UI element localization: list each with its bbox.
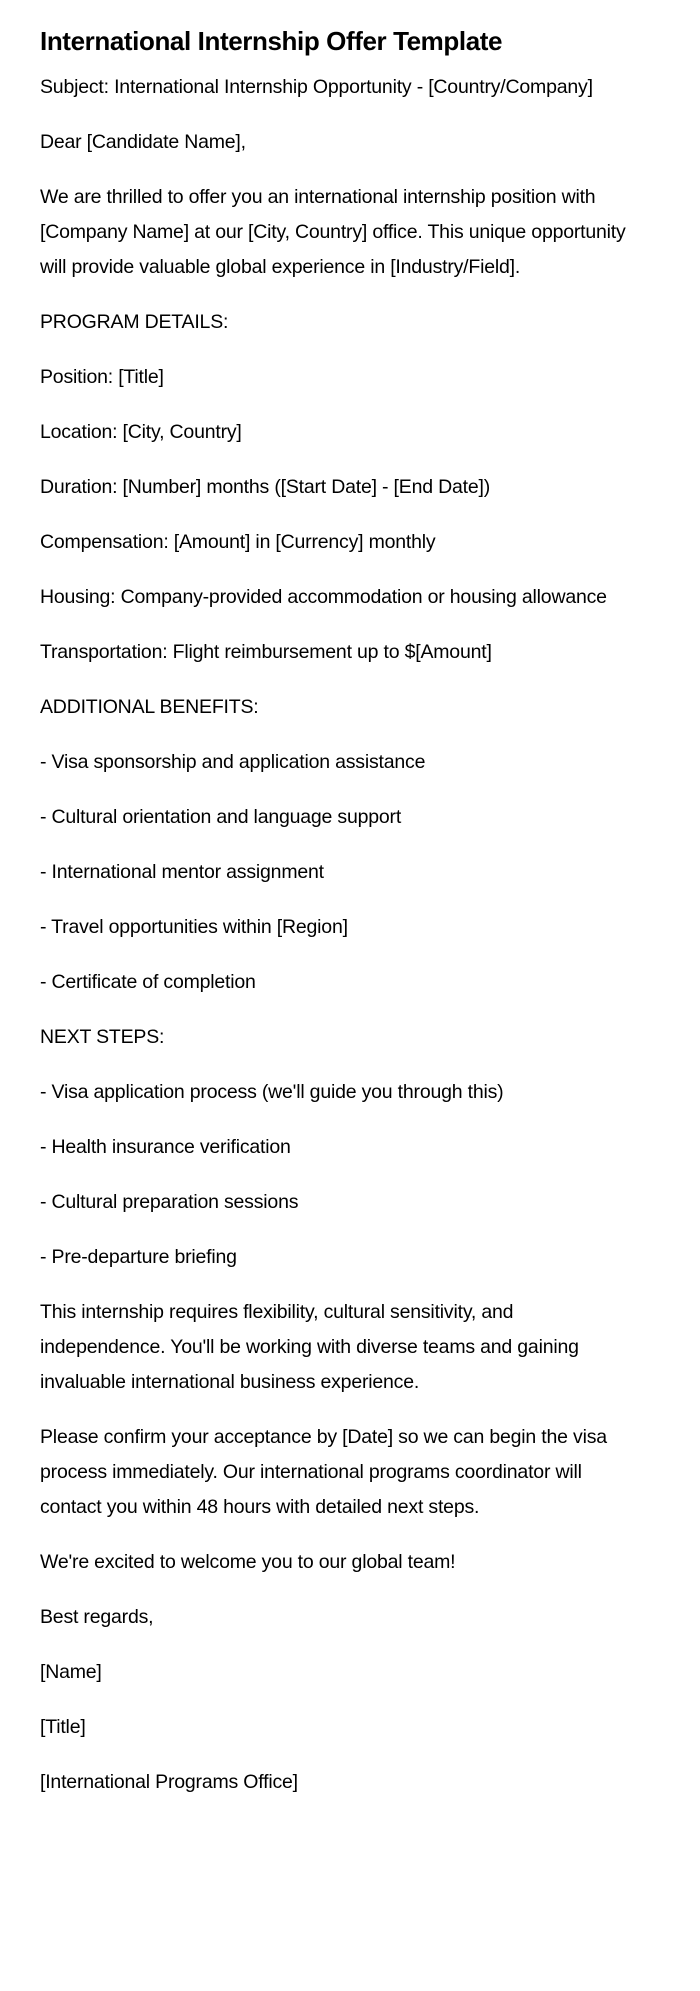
closing: Best regards, xyxy=(40,1606,154,1628)
signature-name: [Name] xyxy=(40,1661,102,1683)
detail-duration: Duration: [Number] months ([Start Date] - [End Date]) xyxy=(40,476,490,498)
benefit-item: - International mentor assignment xyxy=(40,861,324,883)
detail-position: Position: [Title] xyxy=(40,366,164,388)
next-step-item: - Cultural preparation sessions xyxy=(40,1191,299,1213)
salutation: Dear [Candidate Name], xyxy=(40,131,246,153)
detail-location: Location: [City, Country] xyxy=(40,421,242,443)
detail-compensation: Compensation: [Amount] in [Currency] monthly xyxy=(40,531,436,553)
signature-title: [Title] xyxy=(40,1716,86,1738)
benefit-item: - Travel opportunities within [Region] xyxy=(40,916,348,938)
welcome-line: We're excited to welcome you to our global team! xyxy=(40,1551,456,1573)
signature-office: [International Programs Office] xyxy=(40,1771,298,1793)
benefit-item: - Cultural orientation and language support xyxy=(40,806,402,828)
detail-housing: Housing: Company-provided accommodation or housing allowance xyxy=(40,586,607,608)
intro-paragraph: We are thrilled to offer you an international internship position with [Company Name] at our [City, Country] office. This unique opportunity will provide valuable global experience in [Industry/Field]. xyxy=(40,186,626,278)
next-step-item: - Visa application process (we'll guide you through this) xyxy=(40,1081,504,1103)
section-heading-additional-benefits: ADDITIONAL BENEFITS: xyxy=(40,696,259,718)
benefit-item: - Certificate of completion xyxy=(40,971,256,993)
requirements-paragraph: This internship requires flexibility, cultural sensitivity, and independence. You'll be working with diverse teams and gaining invaluable international business experience. xyxy=(40,1301,579,1393)
subject-line: Subject: International Internship Opportunity - [Country/Company] xyxy=(40,76,593,98)
next-step-item: - Health insurance verification xyxy=(40,1136,291,1158)
section-heading-program-details: PROGRAM DETAILS: xyxy=(40,311,229,333)
benefit-item: - Visa sponsorship and application assistance xyxy=(40,751,426,773)
next-step-item: - Pre-departure briefing xyxy=(40,1246,237,1268)
confirmation-paragraph: Please confirm your acceptance by [Date] so we can begin the visa process immediately. Our international programs coordinator will contact you within 48 hours with detailed next steps. xyxy=(40,1426,607,1518)
detail-transportation: Transportation: Flight reimbursement up to $[Amount] xyxy=(40,641,492,663)
section-heading-next-steps: NEXT STEPS: xyxy=(40,1026,165,1048)
document-title: International Internship Offer Template xyxy=(40,26,503,56)
